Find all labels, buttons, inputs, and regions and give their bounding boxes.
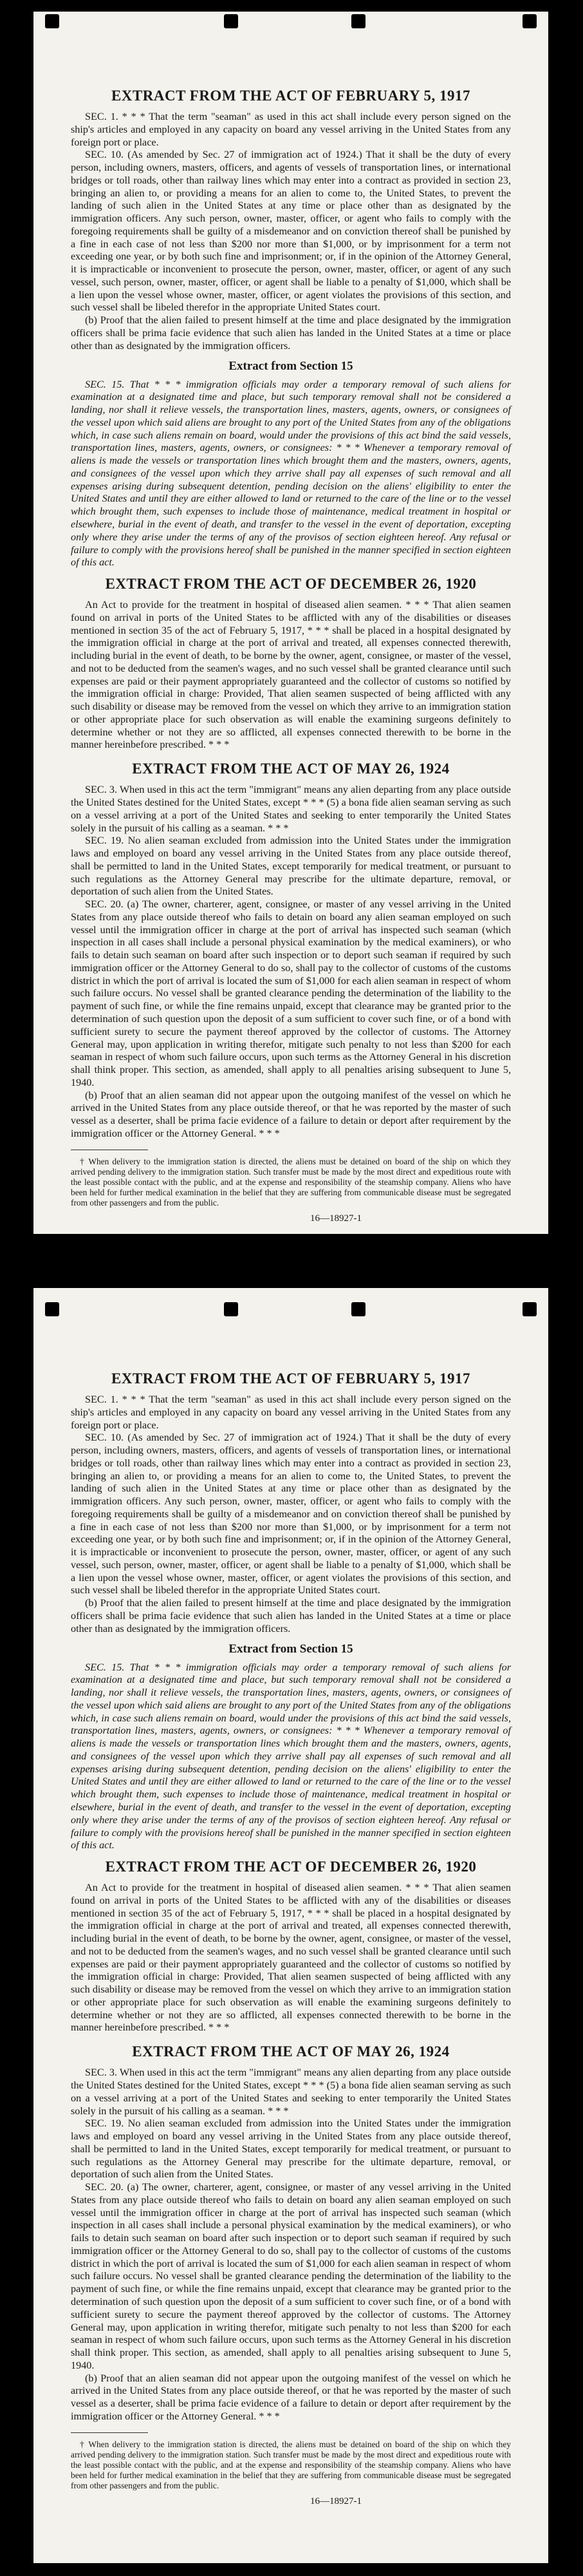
paragraph-sec-1: SEC. 1. * * * That the term "seaman" as used in this act shall include every person signed on the ship's articles and employed in any capacity on board any vessel arriving in the United States from any foreign port or place. (71, 111, 511, 148)
punch-hole (45, 1302, 59, 1316)
document-page-2 (33, 1288, 548, 2563)
paragraph-sec-1: SEC. 1. * * * That the term "seaman" as used in this act shall include every person signed on the ship's articles and employed in any capacity on board any vessel arriving in the United States from any foreign port or place. (71, 1394, 511, 1431)
paragraph-sec-3: SEC. 3. When used in this act the term "immigrant" means any alien departing from any place outside the United States destined for the United States, except * * * (5) a bona fide alien seaman serving as such on a vessel arriving at a port of the United States and seeking to enter temporarily the United States solely in the pursuit of his calling as a seaman. * * * (71, 2067, 511, 2117)
paragraph-act-1920: An Act to provide for the treatment in hospital of diseased alien seamen. * * * That alien seamen found on arrival in ports of the United States to be afflicted with any of the disabilities or diseases mentioned in section 35 of the act of February 5, 1917, * * * shall be placed in a hospital designated by the immigration official in charge at the port of arrival and treated, all expenses connected therewith, including burial in the event of death, to be borne by the owner, agent, consignee, or master of the vessel, and not to be deducted from the seamen's wages, and no such vessel shall be granted clearance until such expenses are paid or their payment appropriately guaranteed and the collector of customs so notified by the immigration official in charge: Provided, That alien seamen suspected of being afflicted with any such disability or disease may be removed from the vessel on which they arrive to an immigration station or other appropriate place for such observation as will enable the examining surgeons definitely to determine whether or not they are so afflicted, all expenses connected therewith to be borne in the manner hereinbefore prescribed. * * * (71, 1882, 511, 2034)
paragraph-act-1920: An Act to provide for the treatment in hospital of diseased alien seamen. * * * That alien seamen found on arrival in ports of the United States to be afflicted with any of the disabilities or diseases mentioned in section 35 of the act of February 5, 1917, * * * shall be placed in a hospital designated by the immigration official in charge at the port of arrival and treated, all expenses connected therewith, including burial in the event of death, to be borne by the owner, agent, consignee, or master of the vessel, and not to be deducted from the seamen's wages, and no such vessel shall be granted clearance until such expenses are paid or their payment appropriately guaranteed and the collector of customs so notified by the immigration official in charge: Provided, That alien seamen suspected of being afflicted with any such disability or disease may be removed from the vessel on which they arrive to an immigration station or other appropriate place for such observation as will enable the examining surgeons definitely to determine whether or not they are so afflicted, all expenses connected therewith to be borne in the manner hereinbefore prescribed. * * * (71, 599, 511, 751)
paragraph-sec-10: SEC. 10. (As amended by Sec. 27 of immigration act of 1924.) That it shall be the duty of every person, including owners, masters, officers, and agents of vessels of transportation lines, or international bridges or toll roads, other than railway lines which may enter into a contract as provided in section 23, bringing an alien to, or providing a means for an alien to come to, the United States, to prevent the landing of such alien in the United States at any time or place other than as designated by the immigration officers. Any such person, owner, master, officer, or agent who fails to comply with the foregoing requirements shall be guilty of a misdemeanor and on conviction thereof shall be punished by a fine in each case of not less than $200 nor more than $1,000, or by imprisonment for a term not exceeding one year, or by both such fine and imprisonment; or, if in the opinion of the Attorney General, it is impracticable or inconvenient to prosecute the person, owner, master, officer, or agent of any such vessel, such person, owner, master, officer, or agent shall be liable to a penalty of $1,000, which shall be a lien upon the vessel whose owner, master, officer, or agent violates the provisions of this section, and such vessel shall be libeled therefor in the appropriate United States court. (71, 149, 511, 314)
paragraph-sec-10-b: (b) Proof that the alien failed to present himself at the time and place designated by the immigration officers shall be prima facie evidence that such alien has landed in the United States at a time or place other than as designated by the immigration officers. (71, 314, 511, 352)
subheading: Extract from Section 15 (228, 1642, 353, 1656)
paragraph-sec-10: SEC. 10. (As amended by Sec. 27 of immigration act of 1924.) That it shall be the duty of every person, including owners, masters, officers, and agents of vessels of transportation lines, or international bridges or toll roads, other than railway lines which may enter into a contract as provided in section 23, bringing an alien to, or providing a means for an alien to come to, the United States, to prevent the landing of such alien in the United States at any time or place other than as designated by the immigration officers. Any such person, owner, master, officer, or agent who fails to comply with the foregoing requirements shall be guilty of a misdemeanor and on conviction thereof shall be punished by a fine in each case of not less than $200 nor more than $1,000, or by imprisonment for a term not exceeding one year, or by both such fine and imprisonment; or, if in the opinion of the Attorney General, it is impracticable or inconvenient to prosecute the person, owner, master, officer, or agent of any such vessel, such person, owner, master, officer, or agent shall be liable to a penalty of $1,000, which shall be a lien upon the vessel whose owner, master, officer, or agent violates the provisions of this section, and such vessel shall be libeled therefor in the appropriate United States court. (71, 1432, 511, 1596)
paragraph-sec-19: SEC. 19. No alien seaman excluded from admission into the United States under the immigration laws and employed on board any vessel arriving in the United States from any place outside thereof, shall be permitted to land in the United States, except temporarily for medical treatment, or pursuant to such regulations as the Attorney General may prescribe for the ultimate departure, removal, or deportation of such alien from the United States. (71, 835, 511, 898)
footnote-rule (71, 2432, 148, 2433)
section-title: EXTRACT FROM THE ACT OF MAY 26, 1924 (132, 2043, 450, 2060)
punch-hole (523, 1302, 537, 1316)
paragraph-sec-20: SEC. 20. (a) The owner, charterer, agent, consignee, or master of any vessel arriving in the United States from any place outside thereof who fails to detain on board any alien seaman employed on such vessel until the immigration officer in charge at the port of arrival has inspected such seaman (which inspection in all cases shall include a personal physical examination by the medical examiners), or who fails to detain such seaman on board after such inspection or to deport such seaman if required by such immigration officer or the Attorney General to do so, shall pay to the collector of customs of the customs district in which the port of arrival is located the sum of $1,000 for each alien seaman in respect of whom such failure occurs. No vessel shall be granted clearance pending the determination of the liability to the payment of such fine, or while the fine remains unpaid, except that clearance may be granted prior to the determination of such question upon the deposit of a sum sufficient to cover such fine, or of a bond with sufficient surety to secure the payment thereof approved by the collector of customs. The Attorney General may, upon application in writing therefor, mitigate such penalty to not less than $200 for each seaman in respect of whom such failure occurs, upon such terms as the Attorney General in his discretion shall think proper. This section, as amended, shall apply to all penalties arising subsequent to June 5, 1940. (71, 898, 511, 1088)
punch-hole (224, 1302, 238, 1316)
paragraph-sec-15: SEC. 15. That * * * immigration officials may order a temporary removal of such aliens for examination at a designated time and place, but such temporary removal shall not be considered a landing, nor shall it relieve vessels, the transportation lines, masters, agents, owners, or consignees of the vessel upon which said aliens are brought to any port of the United States from any of the obligations which, in case such aliens remain on board, would under the provisions of this act bind the said vessels, transportation lines, masters, agents, owners, or consignees: * * * Whenever a temporary removal of aliens is made the vessels or transportation lines which brought them and the masters, owners, agents, and consignees of the vessel upon which they arrive shall pay all expenses of such removal and all expenses arising during subsequent detention, pending decision on the aliens' eligibility to enter the United States and until they are either allowed to land or returned to the care of the line or to the vessel which brought them, such expenses to include those of maintenance, medical treatment in hospital or elsewhere, burial in the event of death, and transfer to the vessel in the event of deportation, excepting only where they arise under the terms of any of the provisos of section eighteen hereof. Any refusal or failure to comply with the provisions hereof shall be punished in the manner specified in section eighteen of this act. (71, 378, 511, 569)
paragraph-sec-20: SEC. 20. (a) The owner, charterer, agent, consignee, or master of any vessel arriving in the United States from any place outside thereof who fails to detain on board any alien seaman employed on such vessel until the immigration officer in charge at the port of arrival has inspected such seaman (which inspection in all cases shall include a personal physical examination by the medical examiners), or who fails to detain such seaman on board after such inspection or to deport such seaman if required by such immigration officer or the Attorney General to do so, shall pay to the collector of customs of the customs district in which the port of arrival is located the sum of $1,000 for each alien seaman in respect of whom such failure occurs. No vessel shall be granted clearance pending the determination of the liability to the payment of such fine, or while the fine remains unpaid, except that clearance may be granted prior to the determination of such question upon the deposit of a sum sufficient to cover such fine, or of a bond with sufficient surety to secure the payment thereof approved by the collector of customs. The Attorney General may, upon application in writing therefor, mitigate such penalty to not less than $200 for each seaman in respect of whom such failure occurs, upon such terms as the Attorney General in his discretion shall think proper. This section, as amended, shall apply to all penalties arising subsequent to June 5, 1940. (71, 2181, 511, 2371)
paragraph-sec-20-b: (b) Proof that an alien seaman did not appear upon the outgoing manifest of the vessel on which he arrived in the United States from any place outside thereof, or that he was reported by the master of such vessel as a deserter, shall be prima facie evidence of a failure to detain or deport after requirement by the immigration officer or the Attorney General. * * * (71, 2372, 511, 2422)
document-page-1 (33, 12, 548, 1234)
paragraph-sec-3: SEC. 3. When used in this act the term "immigrant" means any alien departing from any place outside the United States destined for the United States, except * * * (5) a bona fide alien seaman serving as such on a vessel arriving at a port of the United States and seeking to enter temporarily the United States solely in the pursuit of his calling as a seaman. * * * (71, 784, 511, 834)
punch-hole (224, 14, 238, 28)
section-title: EXTRACT FROM THE ACT OF FEBRUARY 5, 1917 (111, 88, 471, 104)
punch-hole (351, 14, 366, 28)
footnote: † When delivery to the immigration station is directed, the aliens must be detained on board of the ship on which they arrived pending delivery to the immigration station. Such transfer must be made by the most direct and expeditious route with the least possible contact with the public, and at the expense and responsibility of the steamship company. Aliens who have been held for further medical examination in the belief that they are suffering from communicable disease must be segregated from other passengers and from the public. (71, 2439, 511, 2490)
paragraph-sec-10-b: (b) Proof that the alien failed to present himself at the time and place designated by the immigration officers shall be prima facie evidence that such alien has landed in the United States at a time or place other than as designated by the immigration officers. (71, 1597, 511, 1634)
punch-hole (523, 14, 537, 28)
subheading: Extract from Section 15 (228, 359, 353, 373)
section-title: EXTRACT FROM THE ACT OF FEBRUARY 5, 1917 (111, 1370, 471, 1387)
punch-hole (351, 1302, 366, 1316)
punch-hole (45, 14, 59, 28)
paragraph-sec-15: SEC. 15. That * * * immigration officials may order a temporary removal of such aliens for examination at a designated time and place, but such temporary removal shall not be considered a landing, nor shall it relieve vessels, the transportation lines, masters, agents, owners, or consignees of the vessel upon which said aliens are brought to any port of the United States from any of the obligations which, in case such aliens remain on board, would under the provisions of this act bind the said vessels, transportation lines, masters, agents, owners, or consignees: * * * Whenever a temporary removal of aliens is made the vessels or transportation lines which brought them and the masters, owners, agents, and consignees of the vessel upon which they arrive shall pay all expenses of such removal and all expenses arising during subsequent detention, pending decision on the aliens' eligibility to enter the United States and until they are either allowed to land or returned to the care of the line or to the vessel which brought them, such expenses to include those of maintenance, medical treatment in hospital or elsewhere, burial in the event of death, and transfer to the vessel in the event of deportation, excepting only where they arise under the terms of any of the provisos of section eighteen hereof. Any refusal or failure to comply with the provisions hereof shall be punished in the manner specified in section eighteen of this act. (71, 1661, 511, 1852)
footnote: † When delivery to the immigration station is directed, the aliens must be detained on board of the ship on which they arrived pending delivery to the immigration station. Such transfer must be made by the most direct and expeditious route with the least possible contact with the public, and at the expense and responsibility of the steamship company. Aliens who have been held for further medical examination in the belief that they are suffering from communicable disease must be segregated from other passengers and from the public. (71, 1156, 511, 1208)
section-title: EXTRACT FROM THE ACT OF DECEMBER 26, 1920 (105, 1859, 477, 1875)
form-code: 16—18927-1 (310, 1213, 362, 1224)
paragraph-sec-20-b: (b) Proof that an alien seaman did not appear upon the outgoing manifest of the vessel on which he arrived in the United States from any place outside thereof, or that he was reported by the master of such vessel as a deserter, shall be prima facie evidence of a failure to detain or deport after requirement by the immigration officer or the Attorney General. * * * (71, 1089, 511, 1139)
section-title: EXTRACT FROM THE ACT OF MAY 26, 1924 (132, 761, 450, 777)
form-code: 16—18927-1 (310, 2496, 362, 2507)
paragraph-sec-19: SEC. 19. No alien seaman excluded from admission into the United States under the immigration laws and employed on board any vessel arriving in the United States from any place outside thereof, shall be permitted to land in the United States, except temporarily for medical treatment, or pursuant to such regulations as the Attorney General may prescribe for the ultimate departure, removal, or deportation of such alien from the United States. (71, 2117, 511, 2181)
section-title: EXTRACT FROM THE ACT OF DECEMBER 26, 1920 (105, 576, 477, 592)
